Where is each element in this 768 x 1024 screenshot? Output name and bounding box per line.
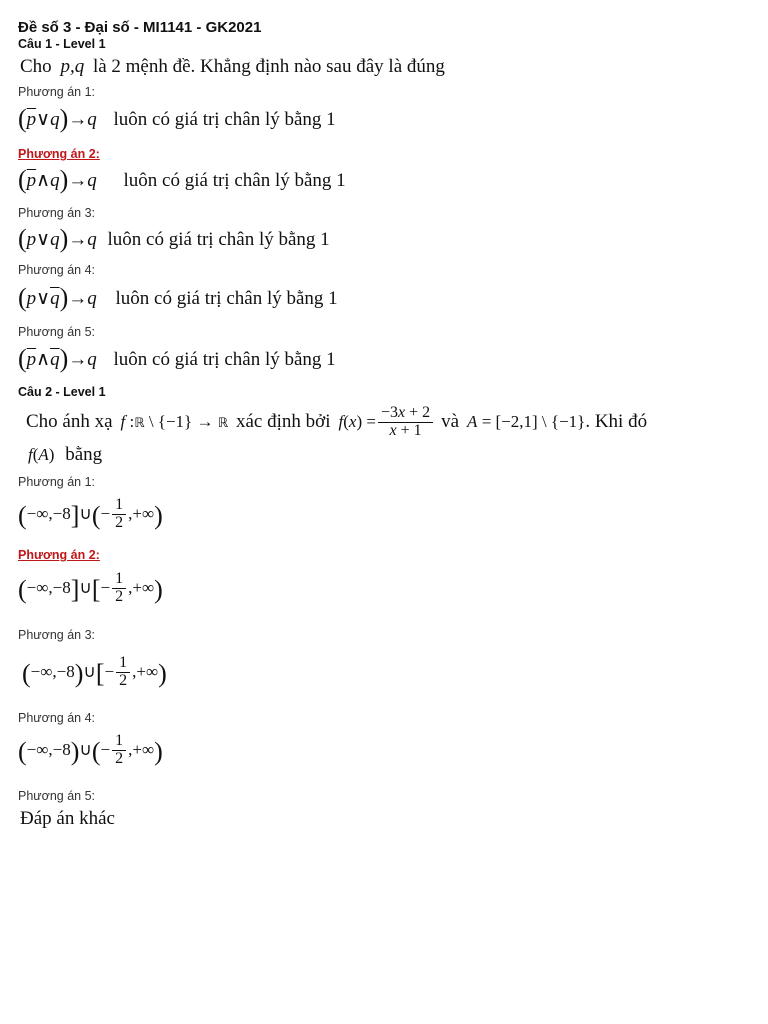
q1-option-1-label: Phương án 1: <box>18 85 96 99</box>
q2-option-4-label: Phương án 4: <box>18 711 96 725</box>
q1-option-1-text: luôn có giá trị chân lý bằng 1 <box>113 109 336 130</box>
q1-option-4-text: luôn có giá trị chân lý bằng 1 <box>115 288 338 309</box>
question-1-level: Câu 1 - Level 1 <box>18 37 106 51</box>
stem-fa: f(A) <box>28 445 55 464</box>
stem-pre: Cho <box>20 56 52 77</box>
q2-option-5-answer[interactable]: Đáp án khác <box>20 808 115 829</box>
stem-mid: xác định bởi <box>236 411 331 432</box>
q1-option-5-formula: $(\overline{p}\wedge\overline{q})\to q$ <box>18 344 97 373</box>
q1-option-3-formula: (p∨q)→q <box>18 224 97 253</box>
question-2-stem <box>26 400 647 444</box>
q2-option-2-label: Phương án 2: <box>18 548 100 562</box>
q2-option-5-label: Phương án 5: <box>18 789 96 803</box>
q1-option-5-answer[interactable] <box>18 344 336 371</box>
stem-set: A = [−2,1] \ {−1} <box>467 412 586 431</box>
q2-option-1-label: Phương án 1: <box>18 475 96 489</box>
q1-option-2-text: luôn có giá trị chân lý bằng 1 <box>123 170 346 191</box>
stem-map: f :ℝ \ {−1} → ℝ <box>120 412 228 431</box>
q2-option-3-label: Phương án 3: <box>18 628 96 642</box>
q1-option-1-answer[interactable] <box>18 104 336 131</box>
q1-option-2-label: Phương án 2: <box>18 147 100 161</box>
stem-post: là 2 mệnh đề. Khẳng định nào sau đây là đúng <box>92 56 445 77</box>
stem-pre: Cho ánh xạ <box>26 411 113 432</box>
q1-option-5-label: Phương án 5: <box>18 325 96 339</box>
question-2-stem-line2 <box>28 444 102 466</box>
page-title: Đề số 3 - Đại số - MI1141 - GK2021 <box>18 19 262 36</box>
question-1-stem <box>20 56 445 78</box>
q1-option-3-text: luôn có giá trị chân lý bằng 1 <box>107 229 330 250</box>
question-2-level: Câu 2 - Level 1 <box>18 385 106 399</box>
q1-option-4-formula: $(p\vee\overline{q})\to q$ <box>18 283 97 312</box>
q2-option-2-answer[interactable]: ( −∞,−8 ] ∪ [ − $\frac{1}{2}$ ,+∞ ) <box>18 569 163 605</box>
q2-option-1-answer[interactable]: ( −∞,−8 ] ∪ ( − $\frac{1}{2}$ ,+∞ ) <box>18 495 163 531</box>
stem-line2-post: bằng <box>65 444 103 465</box>
q1-option-5-text: luôn có giá trị chân lý bằng 1 <box>113 349 336 370</box>
q1-option-3-answer[interactable] <box>18 224 330 251</box>
q1-option-3-label: Phương án 3: <box>18 206 96 220</box>
q1-option-2-answer[interactable] <box>18 165 346 192</box>
q2-option-3-answer[interactable]: ( −∞,−8 ) ∪ [ − $\frac{1}{2}$ ,+∞ ) <box>22 653 167 689</box>
stem-post: . Khi đó <box>585 411 648 432</box>
stem-vars: p,q <box>60 56 85 77</box>
stem-and: và <box>441 411 460 432</box>
q1-option-1-formula: $(\overline{p}\vee q)\to q$ <box>18 104 97 133</box>
q1-option-4-label: Phương án 4: <box>18 263 96 277</box>
q2-option-4-answer[interactable]: ( −∞,−8 ) ∪ ( − $\frac{1}{2}$ ,+∞ ) <box>18 731 163 767</box>
stem-function: f ( x ) = $\frac{-3x + 2}{x + 1}$ <box>338 405 435 440</box>
q1-option-4-answer[interactable] <box>18 283 338 310</box>
q1-option-2-formula: $(\overline{p}\wedge q)\to q$ <box>18 165 97 194</box>
